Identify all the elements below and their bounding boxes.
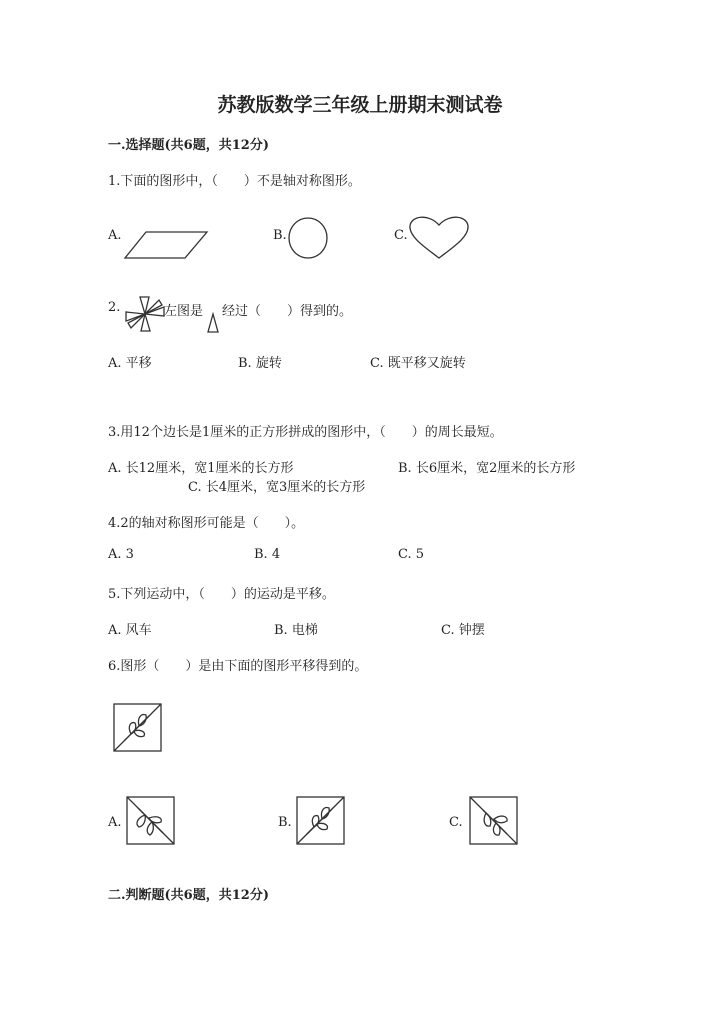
section-heading-choice: 一.选择题(共6题，共12分) bbox=[108, 138, 269, 153]
q2-option-a: A. 平移 bbox=[108, 356, 152, 371]
parallelogram-icon bbox=[124, 231, 208, 259]
q4-option-b: B. 4 bbox=[254, 547, 281, 562]
q1-option-a-label: A. bbox=[108, 228, 122, 243]
q6-option-c-label: C. bbox=[449, 815, 463, 830]
q4-option-c: C. 5 bbox=[398, 547, 425, 562]
q5-option-b: B. 电梯 bbox=[274, 623, 318, 638]
q5-option-c: C. 钟摆 bbox=[441, 623, 485, 638]
q5-option-a: A. 风车 bbox=[108, 623, 152, 638]
q2-option-b: B. 旋转 bbox=[238, 356, 282, 371]
q3-option-b: B. 长6厘米，宽2厘米的长方形 bbox=[398, 461, 576, 476]
question-5: 5.下列运动中，（ ）的运动是平移。 bbox=[108, 587, 335, 602]
section-heading-judge: 二.判断题(共6题，共12分) bbox=[108, 888, 269, 903]
circle-icon bbox=[288, 217, 328, 259]
pinwheel-icon bbox=[124, 296, 166, 332]
question-3: 3.用12个边长是1厘米的正方形拼成的图形中，（ ）的周长最短。 bbox=[108, 425, 503, 440]
question-6: 6.图形（ ）是由下面的图形平移得到的。 bbox=[108, 659, 368, 674]
question-2-mid-text: 左图是 bbox=[164, 304, 204, 319]
question-2-text: 经过（ ）得到的。 bbox=[222, 304, 353, 319]
q1-option-c-label: C. bbox=[394, 228, 408, 243]
q3-option-a: A. 长12厘米，宽1厘米的长方形 bbox=[108, 461, 294, 476]
q6-option-b-label: B. bbox=[278, 815, 292, 830]
q6-option-a-label: A. bbox=[108, 815, 122, 830]
q2-option-c: C. 既平移又旋转 bbox=[370, 356, 466, 371]
question-2-number: 2. bbox=[108, 300, 121, 315]
leaf-square-icon bbox=[113, 703, 163, 753]
q1-option-b-label: B. bbox=[273, 228, 287, 243]
leaf-square-c-icon bbox=[469, 796, 519, 846]
heart-icon bbox=[408, 215, 470, 259]
q3-option-c: C. 长4厘米，宽3厘米的长方形 bbox=[188, 480, 366, 495]
question-1: 1.下面的图形中，（ ）不是轴对称图形。 bbox=[108, 174, 361, 189]
leaf-square-a-icon bbox=[126, 796, 176, 846]
page-title: 苏教版数学三年级上册期末测试卷 bbox=[217, 94, 503, 116]
question-4: 4.2的轴对称图形可能是（ ）。 bbox=[108, 516, 305, 531]
triangle-icon bbox=[207, 313, 219, 333]
q4-option-a: A. 3 bbox=[108, 547, 134, 562]
leaf-square-b-icon bbox=[296, 796, 346, 846]
